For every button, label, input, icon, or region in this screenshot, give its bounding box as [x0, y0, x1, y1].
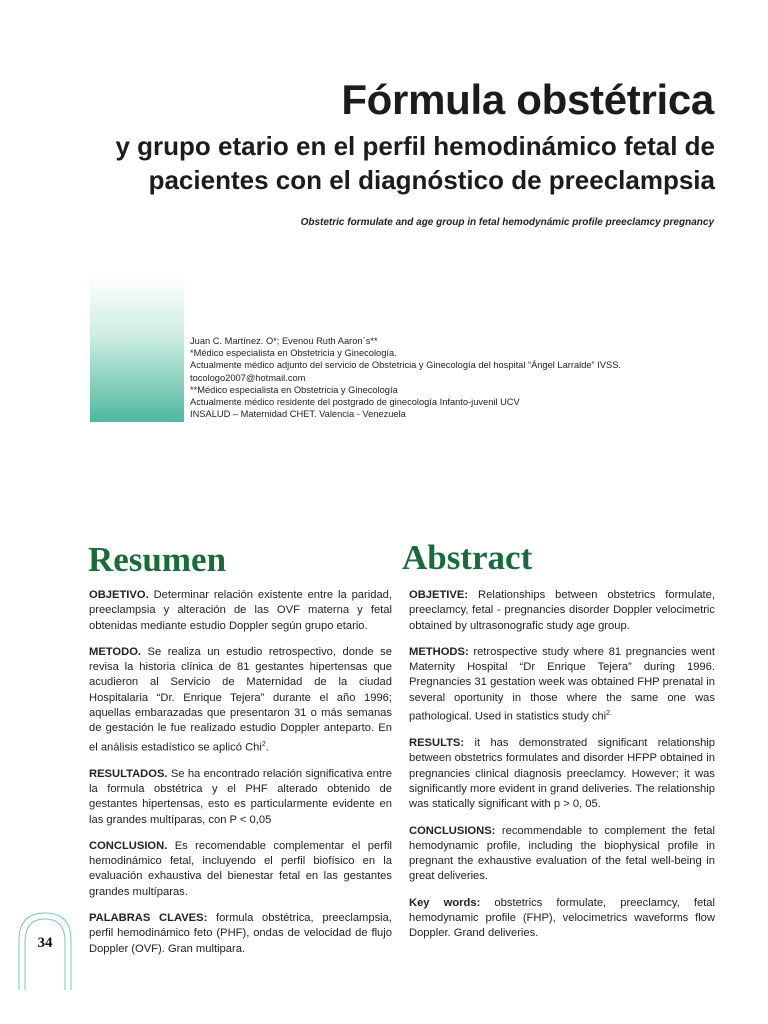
resumen-palabras-claves	[89, 911, 392, 957]
keywords-label: Key words:	[409, 896, 481, 909]
author-line: INSALUD – Maternidad CHET. Valencia - Venezuela	[190, 409, 406, 420]
palabras-text: formula obstétrica, preeclampsia, perfil hemodinámico feto (PHF), ondas de velocidad de flujo Doppler (OVF). Gran multipara.	[89, 912, 392, 955]
resumen-objetivo	[89, 588, 392, 634]
conclusions-text: recommendable to complement the fetal hemodynamic profile, including the biophysical profile in pregnant the exhaustive evaluation of the fetal well-being in great deliveries.	[409, 824, 715, 883]
objective-label: OBJETIVE:	[409, 589, 469, 601]
metodo-end: .	[265, 741, 269, 754]
resumen-column	[89, 588, 392, 968]
abstract-methods	[409, 645, 715, 725]
subtitle-line-1: y grupo etario en el perfil hemodinámico fetal de	[115, 131, 715, 161]
abstract-column	[409, 588, 715, 953]
conclusion-label: CONCLUSION.	[89, 839, 168, 852]
methods-superscript: 2.	[606, 710, 612, 718]
resultados-label: RESULTADOS.	[89, 767, 168, 780]
results-label: RESULTS:	[409, 737, 465, 750]
english-title: Obstetric formulate and age group in fetal hemodynámic profile preeclamcy pregnancy	[300, 217, 714, 228]
author-line: *Médico especialista en Obstetricia y Ginecología.	[190, 348, 397, 359]
decorative-gradient-block	[90, 276, 184, 422]
resultados-text: Se ha encontrado relación significativa entre la formula obstétrica y el PHF alterado obtenido de gestantes hipertensas, esto es particularmente evidente en las grandes multíparas, con P < 0,05	[89, 767, 392, 826]
author-line: Actualmente médico residente del postgrado de ginecología Infanto-juvenil UCV	[190, 397, 520, 408]
objective-text: Relationships between obstetrics formulate, preeclamcy, fetal - pregnancies disorder Doppler velocimetric obtained by ultrasonografic study age group.	[409, 589, 715, 632]
conclusions-label: CONCLUSIONS:	[409, 824, 496, 837]
abstract-heading: Abstract	[402, 538, 533, 577]
author-email: tocologo2007@hotmail.com	[190, 372, 306, 383]
abstract-results	[409, 736, 715, 812]
resumen-heading: Resumen	[88, 540, 227, 579]
conclusion-text: Es recomendable complementar el perfil hemodinámico fetal, incluyendo el perfil biofísico en la evaluación exhaustiva del bienestar fetal en las gestantes grandes multíparas.	[89, 839, 392, 898]
metodo-superscript: 2	[261, 740, 266, 748]
methods-label: METHODS:	[409, 645, 469, 658]
metodo-label: METODO.	[89, 645, 142, 658]
keywords-text: obstetrics formulate, preeclamcy, fetal hemodynamic profile (FHP), velocimetrics waveforms flow Doppler. Grand deliveries.	[409, 896, 715, 940]
article-title: Fórmula obstétrica	[341, 76, 714, 123]
author-line: **Médico especialista en Obstetricia y Ginecología	[190, 384, 398, 395]
methods-text: retrospective study where 81 pregnancies went Maternity Hospital “Dr Enrique Tejera” during 1996. Pregnancies 31 gestation week was obtained FHP prenatal in several oportunity in those where the same one was pathological. Used in statistics study chi	[409, 645, 715, 723]
author-line: Juan C. Martínez. O*; Evenou Ruth Aaron`s**	[190, 336, 378, 346]
page-number: 34	[37, 935, 53, 951]
author-line: Actualmente médico adjunto del servicio de Obstetricia y Ginecología del hospital “Ángel Larralde” IVSS.	[190, 360, 621, 371]
author-affiliations	[190, 335, 621, 420]
objetivo-text: Determinar relación existente entre la paridad, preeclampsia y alteración de las OVF materna y fetal obtenidas mediante estudio Doppler según grupo etario.	[89, 589, 392, 632]
subtitle-line-2: pacientes con el diagnóstico de preeclampsia	[148, 165, 715, 195]
results-text: it has demonstrated significant relationship between obstetrics formulates and disorder HFPP obtained in pregnancies clinical diagnosis preeclamcy. However; it was significantly more evident in grand deliveries. The relationship was statically significant with p > 0, 05.	[409, 737, 715, 811]
resumen-resultados	[89, 767, 392, 828]
palabras-label: PALABRAS CLAVES:	[89, 912, 208, 925]
abstract-conclusions	[409, 824, 715, 885]
abstract-keywords	[409, 896, 715, 942]
resumen-metodo	[89, 645, 392, 756]
objetivo-label: OBJETIVO.	[89, 589, 149, 601]
metodo-text: Se realiza un estudio retrospectivo, donde se revisa la historia clínica de 81 gestantes hipertensas que acudieron al Servicio de Maternidad de la ciudad Hospitalaria “Dr. Enrique Tejera” durante el año 1996; aquellas embarazadas que presentaron 31 o más semanas de gestación le fue realizado estudio Doppler anteparto. En el análisis estadístico se aplicó Chi	[89, 645, 392, 754]
resumen-conclusion	[89, 839, 392, 900]
article-subtitle	[115, 129, 715, 197]
abstract-objective	[409, 588, 715, 634]
